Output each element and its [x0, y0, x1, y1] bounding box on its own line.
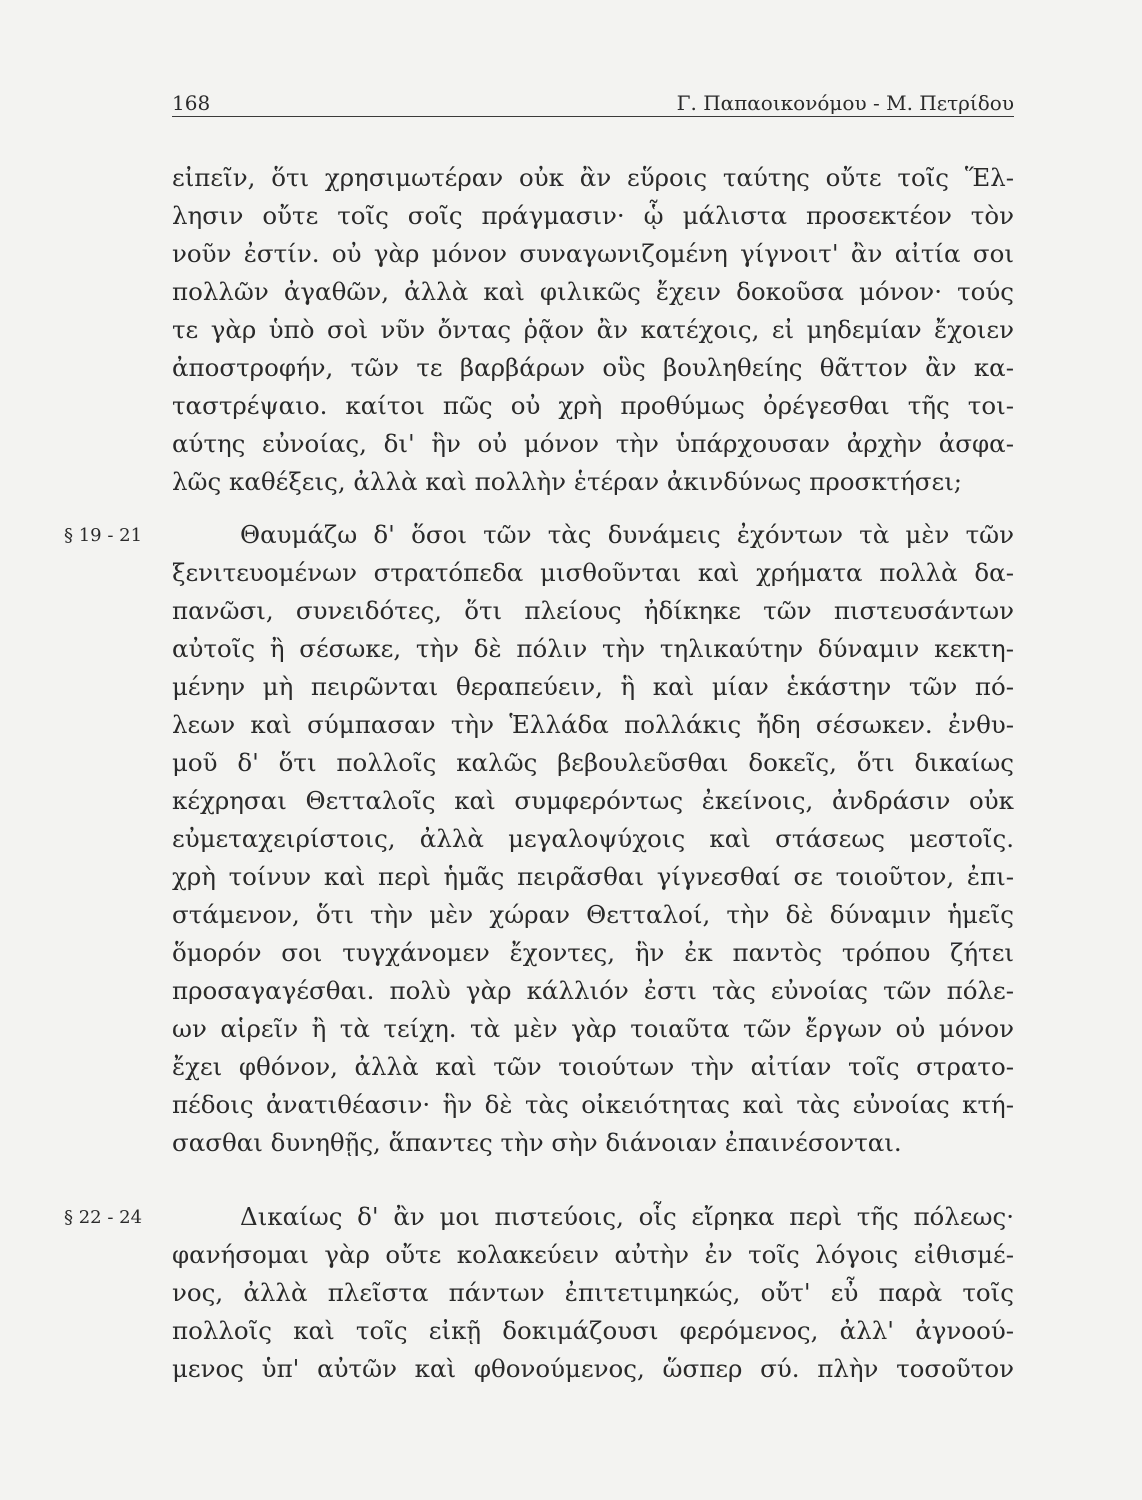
text-line: πολλῶν ἀγαθῶν, ἀλλὰ καὶ φιλικῶς ἔχειν δοκοῦσα μόνον· τούς — [172, 277, 1014, 306]
text-line: πέδοις ἀνατιθέασιν· ἣν δὲ τὰς οἰκειότητας καὶ τὰς εὐνοίας κτή- — [172, 1090, 1014, 1119]
running-head-authors: Γ. Παπαοικονόμου - Μ. Πετρίδου — [676, 91, 1014, 115]
text-line: λεων καὶ σύμπασαν τὴν Ἑλλάδα πολλάκις ἤδη σέσωκεν. ἐνθυ- — [172, 710, 1014, 739]
text-line: φανήσομαι γὰρ οὔτε κολακεύειν αὐτὴν ἐν τοῖς λόγοις εἰθισμέ- — [172, 1240, 1014, 1269]
text-line: λησιν οὔτε τοῖς σοῖς πράγμασιν· ᾧ μάλιστα προσεκτέον τὸν — [172, 201, 1014, 230]
text-line: λῶς καθέξεις, ἀλλὰ καὶ πολλὴν ἑτέραν ἀκινδύνως προσκτήσει; — [172, 467, 963, 496]
text-line: μένην μὴ πειρῶνται θεραπεύειν, ἣ καὶ μίαν ἑκάστην τῶν πό- — [172, 672, 1014, 701]
text-line: μοῦ δ' ὅτι πολλοῖς καλῶς βεβουλεῦσθαι δοκεῖς, ὅτι δικαίως — [172, 748, 1014, 777]
text-line: Δικαίως δ' ἂν μοι πιστεύοις, οἷς εἴρηκα περὶ τῆς πόλεως· — [240, 1202, 1014, 1231]
running-header — [172, 86, 1014, 117]
text-line: εὐμεταχειρίστοις, ἀλλὰ μεγαλοψύχοις καὶ στάσεως μεστοῖς. — [172, 824, 1014, 853]
text-line: στάμενον, ὅτι τὴν μὲν χώραν Θετταλοί, τὴν δὲ δύναμιν ἡμεῖς — [172, 900, 1014, 929]
text-line: ων αἱρεῖν ἢ τὰ τείχη. τὰ μὲν γὰρ τοιαῦτα τῶν ἔργων οὐ μόνον — [172, 1014, 1014, 1043]
text-line: πανῶσι, συνειδότες, ὅτι πλείους ἠδίκηκε τῶν πιστευσάντων — [172, 596, 1014, 625]
page-number: 168 — [172, 91, 211, 115]
text-line: τε γὰρ ὑπὸ σοὶ νῦν ὄντας ῥᾷον ἂν κατέχοις, εἰ μηδεμίαν ἔχοιεν — [172, 315, 1014, 344]
text-line: ὅμορόν σοι τυγχάνομεν ἔχοντες, ἣν ἐκ παντὸς τρόπου ζήτει — [172, 938, 1014, 967]
text-line: προσαγαγέσθαι. πολὺ γὰρ κάλλιόν ἐστι τὰς εὐνοίας τῶν πόλε- — [172, 976, 1014, 1005]
text-line: ταστρέψαιο. καίτοι πῶς οὐ χρὴ προθύμως ὀρέγεσθαι τῆς τοι- — [172, 391, 1014, 420]
text-line: ἀποστροφήν, τῶν τε βαρβάρων οὓς βουληθείης θᾶττον ἂν κα- — [172, 353, 1014, 382]
text-line: αύτης εὐνοίας, δι' ἣν οὐ μόνον τὴν ὑπάρχουσαν ἀρχὴν ἀσφα- — [172, 429, 1014, 458]
text-line: νος, ἀλλὰ πλεῖστα πάντων ἐπιτετιμηκώς, οὔτ' εὖ παρὰ τοῖς — [172, 1278, 1014, 1307]
text-line: κέχρησαι Θετταλοῖς καὶ συμφερόντως ἐκείνοις, ἀνδράσιν οὐκ — [172, 786, 1014, 815]
text-line: ξενιτευομένων στρατόπεδα μισθοῦνται καὶ χρήματα πολλὰ δα- — [172, 558, 1014, 587]
margin-note-section-19-21: § 19 - 21 — [64, 525, 143, 546]
text-line: Θαυμάζω δ' ὅσοι τῶν τὰς δυνάμεις ἐχόντων τὰ μὲν τῶν — [240, 520, 1014, 549]
text-line: πολλοῖς καὶ τοῖς εἰκῇ δοκιμάζουσι φερόμενος, ἀλλ' ἀγνοού- — [172, 1316, 1014, 1345]
text-line: μενος ὑπ' αὐτῶν καὶ φθονούμενος, ὥσπερ σύ. πλὴν τοσοῦτον — [172, 1354, 1014, 1383]
text-line: σασθαι δυνηθῇς, ἅπαντες τὴν σὴν διάνοιαν ἐπαινέσονται. — [172, 1128, 902, 1157]
text-line: νοῦν ἐστίν. οὐ γὰρ μόνον συναγωνιζομένη γίγνοιτ' ἂν αἰτία σοι — [172, 239, 1014, 268]
text-line: χρὴ τοίνυν καὶ περὶ ἡμᾶς πειρᾶσθαι γίγνεσθαί σε τοιοῦτον, ἐπι- — [172, 862, 1014, 891]
text-line: εἰπεῖν, ὅτι χρησιμωτέραν οὐκ ἂν εὕροις ταύτης οὔτε τοῖς Ἕλ- — [172, 163, 1014, 192]
text-line: ἔχει φθόνον, ἀλλὰ καὶ τῶν τοιούτων τὴν αἰτίαν τοῖς στρατο- — [172, 1052, 1014, 1081]
text-line: αὐτοῖς ἢ σέσωκε, τὴν δὲ πόλιν τὴν τηλικαύτην δύναμιν κεκτη- — [172, 634, 1014, 663]
margin-note-section-22-24: § 22 - 24 — [64, 1207, 143, 1228]
